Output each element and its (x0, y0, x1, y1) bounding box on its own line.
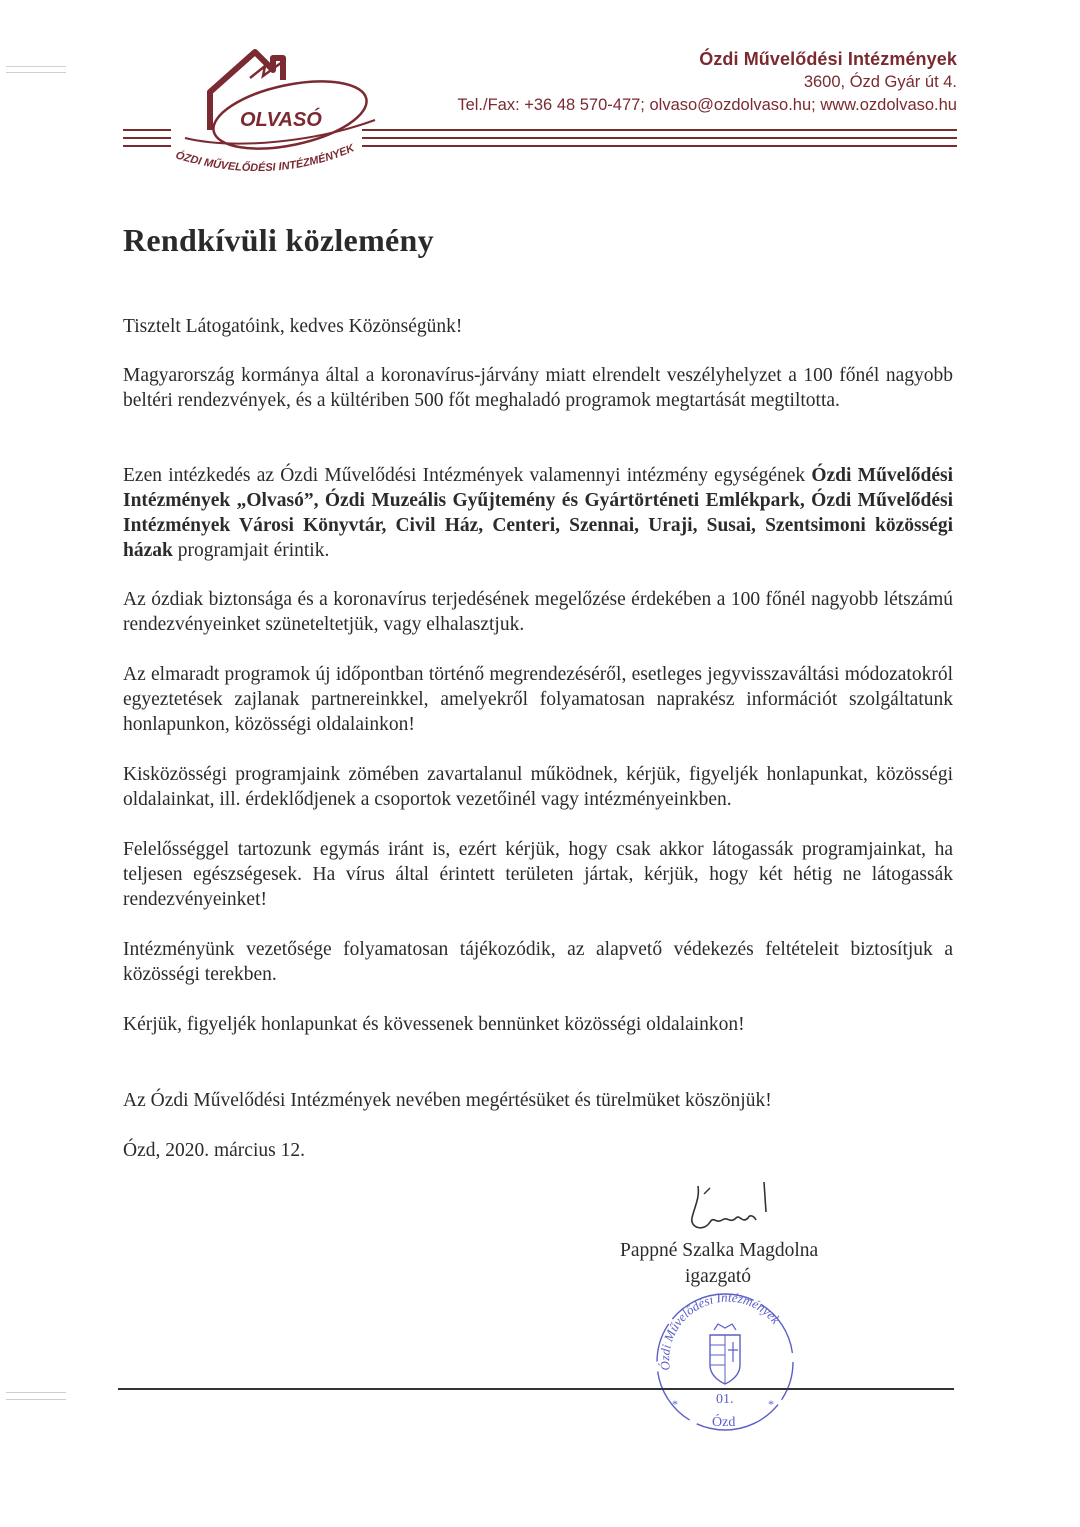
svg-text:ÓZDI MŰVELŐDÉSI INTÉZMÉNYEK (174, 142, 357, 174)
stamp-number: 01. (716, 1392, 734, 1407)
stamp-text: Ózdi Művelődési Intézmények (657, 1289, 784, 1372)
footer-rule (118, 1388, 954, 1390)
header-rule (362, 129, 957, 131)
header-contact-block (457, 48, 957, 117)
official-stamp (640, 1280, 810, 1440)
greeting (123, 314, 953, 339)
date-text: Ózd, 2020. március 12. (123, 1140, 305, 1161)
paragraph-text: Az Ózdi Művelődési Intézmények nevében megértésüket és türelmüket köszönjük! (123, 1090, 772, 1111)
paragraph (123, 837, 953, 912)
paragraph-text-intro: Ezen intézkedés az Ózdi Művelődési Intézmények valamennyi intézmény egységének (123, 465, 812, 486)
coat-of-arms-icon (710, 1324, 740, 1384)
paragraph (123, 363, 953, 413)
stamp-city: Ózd (712, 1415, 736, 1430)
logo-text: OLVASÓ (240, 109, 322, 131)
signer-name: Pappné Szalka Magdolna (620, 1240, 819, 1261)
paragraph (123, 463, 953, 563)
svg-text:Ózdi Művelődési Intézmények (657, 1290, 784, 1372)
header-rule (123, 129, 171, 131)
paragraph-text: Kérjük, figyeljék honlapunkat és kövessenek bennünket közösségi oldalainkon! (123, 1014, 745, 1035)
handwritten-signature (680, 1178, 780, 1238)
header-rule (362, 145, 957, 147)
paragraph-text-end: programjait érintik. (172, 540, 330, 561)
paragraph-text: Kisközösségi programjaink zömében zavartalanul működnek, kérjük, figyeljék honlapunkat, közösségi oldalainkat, ill. érdeklődjenek a csoportok vezetőinél vagy intézményeinkben. (123, 764, 953, 810)
paragraph-text: Az elmaradt programok új időpontban történő megrendezéséről, esetleges jegyvisszaváltási módozatokról egyeztetések zajlanak partnereinkkel, amelyekről folyamatosan naprakész információt szolgáltatunk honlapunkon, közösségi oldalainkon! (123, 664, 953, 735)
paragraph-text: Az ózdiak biztonsága és a koronavírus terjedésének megelőzése érdekében a 100 főnél nagyobb létszámú rendezvényeinket szüneteltetjük, vagy elhalasztjuk. (123, 589, 953, 635)
svg-text:*: * (672, 1397, 678, 1411)
paragraph (123, 762, 953, 812)
org-address: 3600, Ózd Gyár út 4. (803, 73, 957, 91)
header-rule (123, 145, 171, 147)
org-name: Ózdi Művelődési Intézmények (699, 49, 957, 69)
scan-mark (6, 1392, 66, 1393)
olvaso-logo (165, 30, 395, 190)
paragraph (123, 1012, 953, 1037)
org-contact: Tel./Fax: +36 48 570-477; olvaso@ozdolvaso.hu; www.ozdolvaso.hu (457, 96, 957, 114)
signer-role: igazgató (685, 1266, 752, 1287)
scan-mark (6, 1399, 66, 1400)
scan-mark (6, 66, 66, 67)
paragraph (123, 662, 953, 737)
greeting-text: Tisztelt Látogatóink, kedves Közönségünk! (123, 316, 463, 337)
paragraph-text (123, 463, 953, 563)
logo-subtext: ÓZDI MŰVELŐDÉSI INTÉZMÉNYEK (174, 142, 357, 175)
paragraph-text: Magyarország kormánya által a koronavírus-járvány miatt elrendelt veszélyhelyzet a 100 főnél nagyobb beltéri rendezvények, és a kültériben 500 főt meghaladó programok megtartását megtiltotta. (123, 365, 953, 411)
header-rule (362, 137, 957, 139)
svg-text:*: * (768, 1397, 774, 1411)
scan-mark (6, 72, 66, 73)
page-title: Rendkívüli közlemény (123, 222, 434, 258)
paragraph-text: Intézményünk vezetősége folyamatosan tájékozódik, az alapvető védekezés feltételeit biztosítjuk a közösségi terekben. (123, 939, 953, 985)
paragraph (123, 937, 953, 987)
paragraph (123, 587, 953, 637)
header-rule (123, 137, 171, 139)
paragraph (123, 1088, 953, 1113)
institution-list: Ózdi Művelődési Intézmények „Olvasó”, Ózdi Muzeális Gyűjtemény és Gyártörténeti Emlékpark, Ózdi Művelődési Intézmények Városi Könyvtár, Civil Ház, Centeri, Szennai, Uraji, Susai, Szentsimoni közösségi házak (123, 465, 953, 561)
date-line (123, 1138, 953, 1163)
paragraph-text: Felelősséggel tartozunk egymás iránt is, ezért kérjük, hogy csak akkor látogassák programjainkat, ha teljesen egészségesek. Ha vírus által érintett területen jártak, kérjük, hogy két hétig ne látogassák rendezvényeinket! (123, 839, 953, 910)
